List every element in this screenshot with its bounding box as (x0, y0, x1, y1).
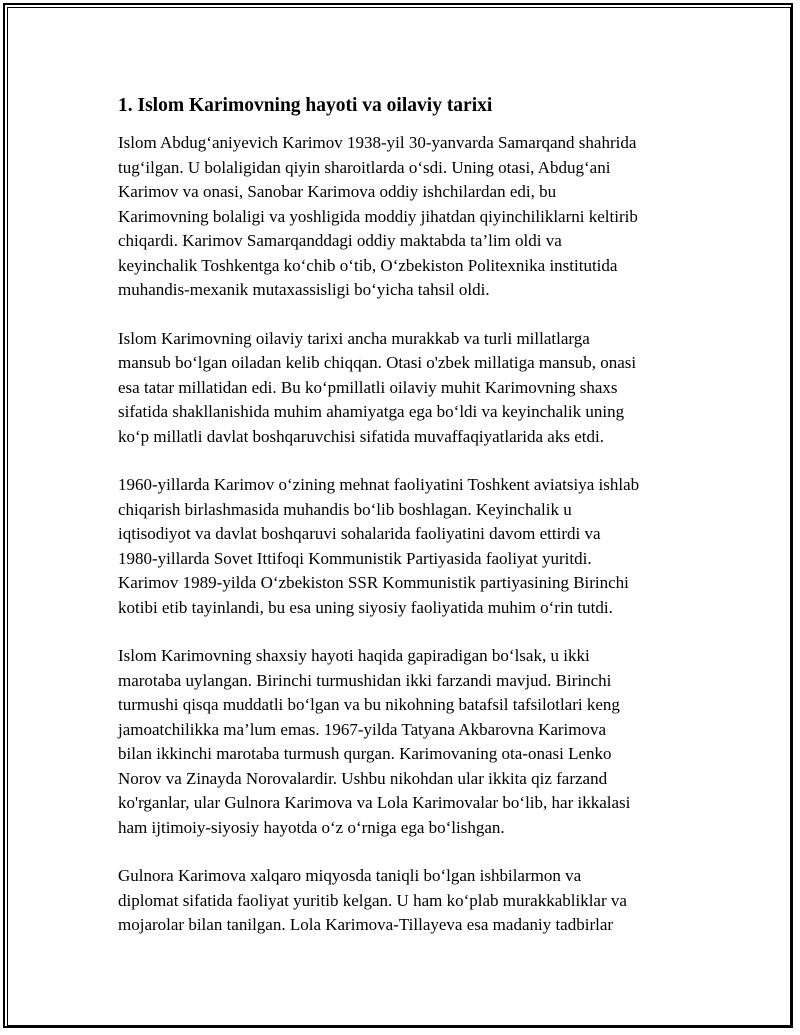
paragraph (118, 327, 688, 450)
paragraph-line: Islom Karimovning oilaviy tarixi ancha murakkab va turli millatlarga (118, 328, 590, 348)
paragraph-line: chiqarish birlashmasida muhandis bo‘lib boshlagan. Keyinchalik u (118, 499, 572, 519)
paragraph-line: tug‘ilgan. U bolaligidan qiyin sharoitlarda o‘sdi. Uning otasi, Abdug‘ani (118, 157, 611, 177)
paragraph-line: mojarolar bilan tanilgan. Lola Karimova-Tillayeva esa madaniy tadbirlar (118, 915, 614, 934)
paragraph-line: Gulnora Karimova xalqaro miqyosda taniqli bo‘lgan ishbilarmon va (118, 866, 582, 885)
paragraph-line: muhandis-mexanik mutaxassisligi bo‘yicha tahsil oldi. (118, 280, 490, 299)
paragraph-line: keyinchalik Toshkentga ko‘chib o‘tib, O‘zbekiston Politexnika institutida (118, 255, 618, 275)
paragraph-line: diplomat sifatida faoliyat yuritib kelgan. U ham ko‘plab murakkabliklar va (118, 890, 627, 910)
paragraph-line: Islom Abdug‘aniyevich Karimov 1938-yil 30-yanvarda Samarqand shahrida (118, 133, 637, 152)
paragraph-line: Islom Karimovning shaxsiy hayoti haqida gapiradigan bo‘lsak, u ikki (118, 646, 590, 665)
paragraph-line: jamoatchilikka ma’lum emas. 1967-yilda Tatyana Akbarovna Karimova (118, 719, 607, 739)
paragraph-line: chiqardi. Karimov Samarqanddagi oddiy maktabda ta’lim oldi va (118, 231, 562, 250)
paragraph-line: marotaba uylangan. Birinchi turmushidan ikki farzandi mavjud. Birinchi (118, 670, 612, 690)
paragraph (118, 131, 688, 303)
paragraph-line: ko‘p millatli davlat boshqaruvchisi sifatida muvaffaqiyatlarida aks etdi. (118, 426, 604, 446)
paragraph-line: turmushi qisqa muddatli bo‘lgan va bu nikohning batafsil tafsilotlari keng (118, 695, 620, 714)
section-heading: 1. Islom Karimovning hayoti va oilaviy tarixi (118, 95, 493, 116)
paragraph-line: Karimov 1989-yilda O‘zbekiston SSR Kommunistik partiyasining Birinchi (118, 573, 629, 592)
paragraph-line: kotibi etib tayinlandi, bu esa uning siyosiy faoliyatida muhim o‘rin tutdi. (118, 597, 613, 617)
document-body (118, 93, 688, 962)
paragraph-list (118, 131, 688, 938)
paragraph-line: mansub bo‘lgan oiladan kelib chiqqan. Otasi o'zbek millatiga mansub, onasi (118, 353, 637, 372)
paragraph-line: esa tatar millatidan edi. Bu ko‘pmillatli oilaviy muhit Karimovning shaxs (118, 377, 618, 397)
paragraph-line: 1960-yillarda Karimov o‘zining mehnat faoliyatini Toshkent aviatsiya ishlab (118, 475, 640, 494)
paragraph-line: sifatida shakllanishida muhim ahamiyatga ega bo‘ldi va keyinchalik uning (118, 402, 625, 421)
paragraph-line: ko'rganlar, ular Gulnora Karimova va Lola Karimovalar bo‘lib, har ikkalasi (118, 793, 631, 812)
paragraph (118, 473, 688, 620)
paragraph-line: bilan ikkinchi marotaba turmush qurgan. Karimovaning ota-onasi Lenko (118, 744, 612, 763)
paragraph-line: Karimovning bolaligi va yoshligida moddiy jihatdan qiyinchiliklarni keltirib (118, 206, 638, 226)
paragraph-line: Karimov va onasi, Sanobar Karimova oddiy ishchilardan edi, bu (118, 182, 557, 201)
paragraph-line: iqtisodiyot va davlat boshqaruvi sohalarida faoliyatini davom ettirdi va (118, 524, 601, 543)
paragraph-line: 1980-yillarda Sovet Ittifoqi Kommunistik Partiyasida faoliyat yuritdi. (118, 548, 592, 568)
paragraph (118, 864, 688, 938)
paragraph (118, 644, 688, 840)
paragraph-line: Norov va Zinayda Norovalardir. Ushbu nikohdan ular ikkita qiz farzand (118, 768, 608, 788)
paragraph-line: ham ijtimoiy-siyosiy hayotda o‘z o‘rniga ega bo‘lishgan. (118, 817, 505, 837)
